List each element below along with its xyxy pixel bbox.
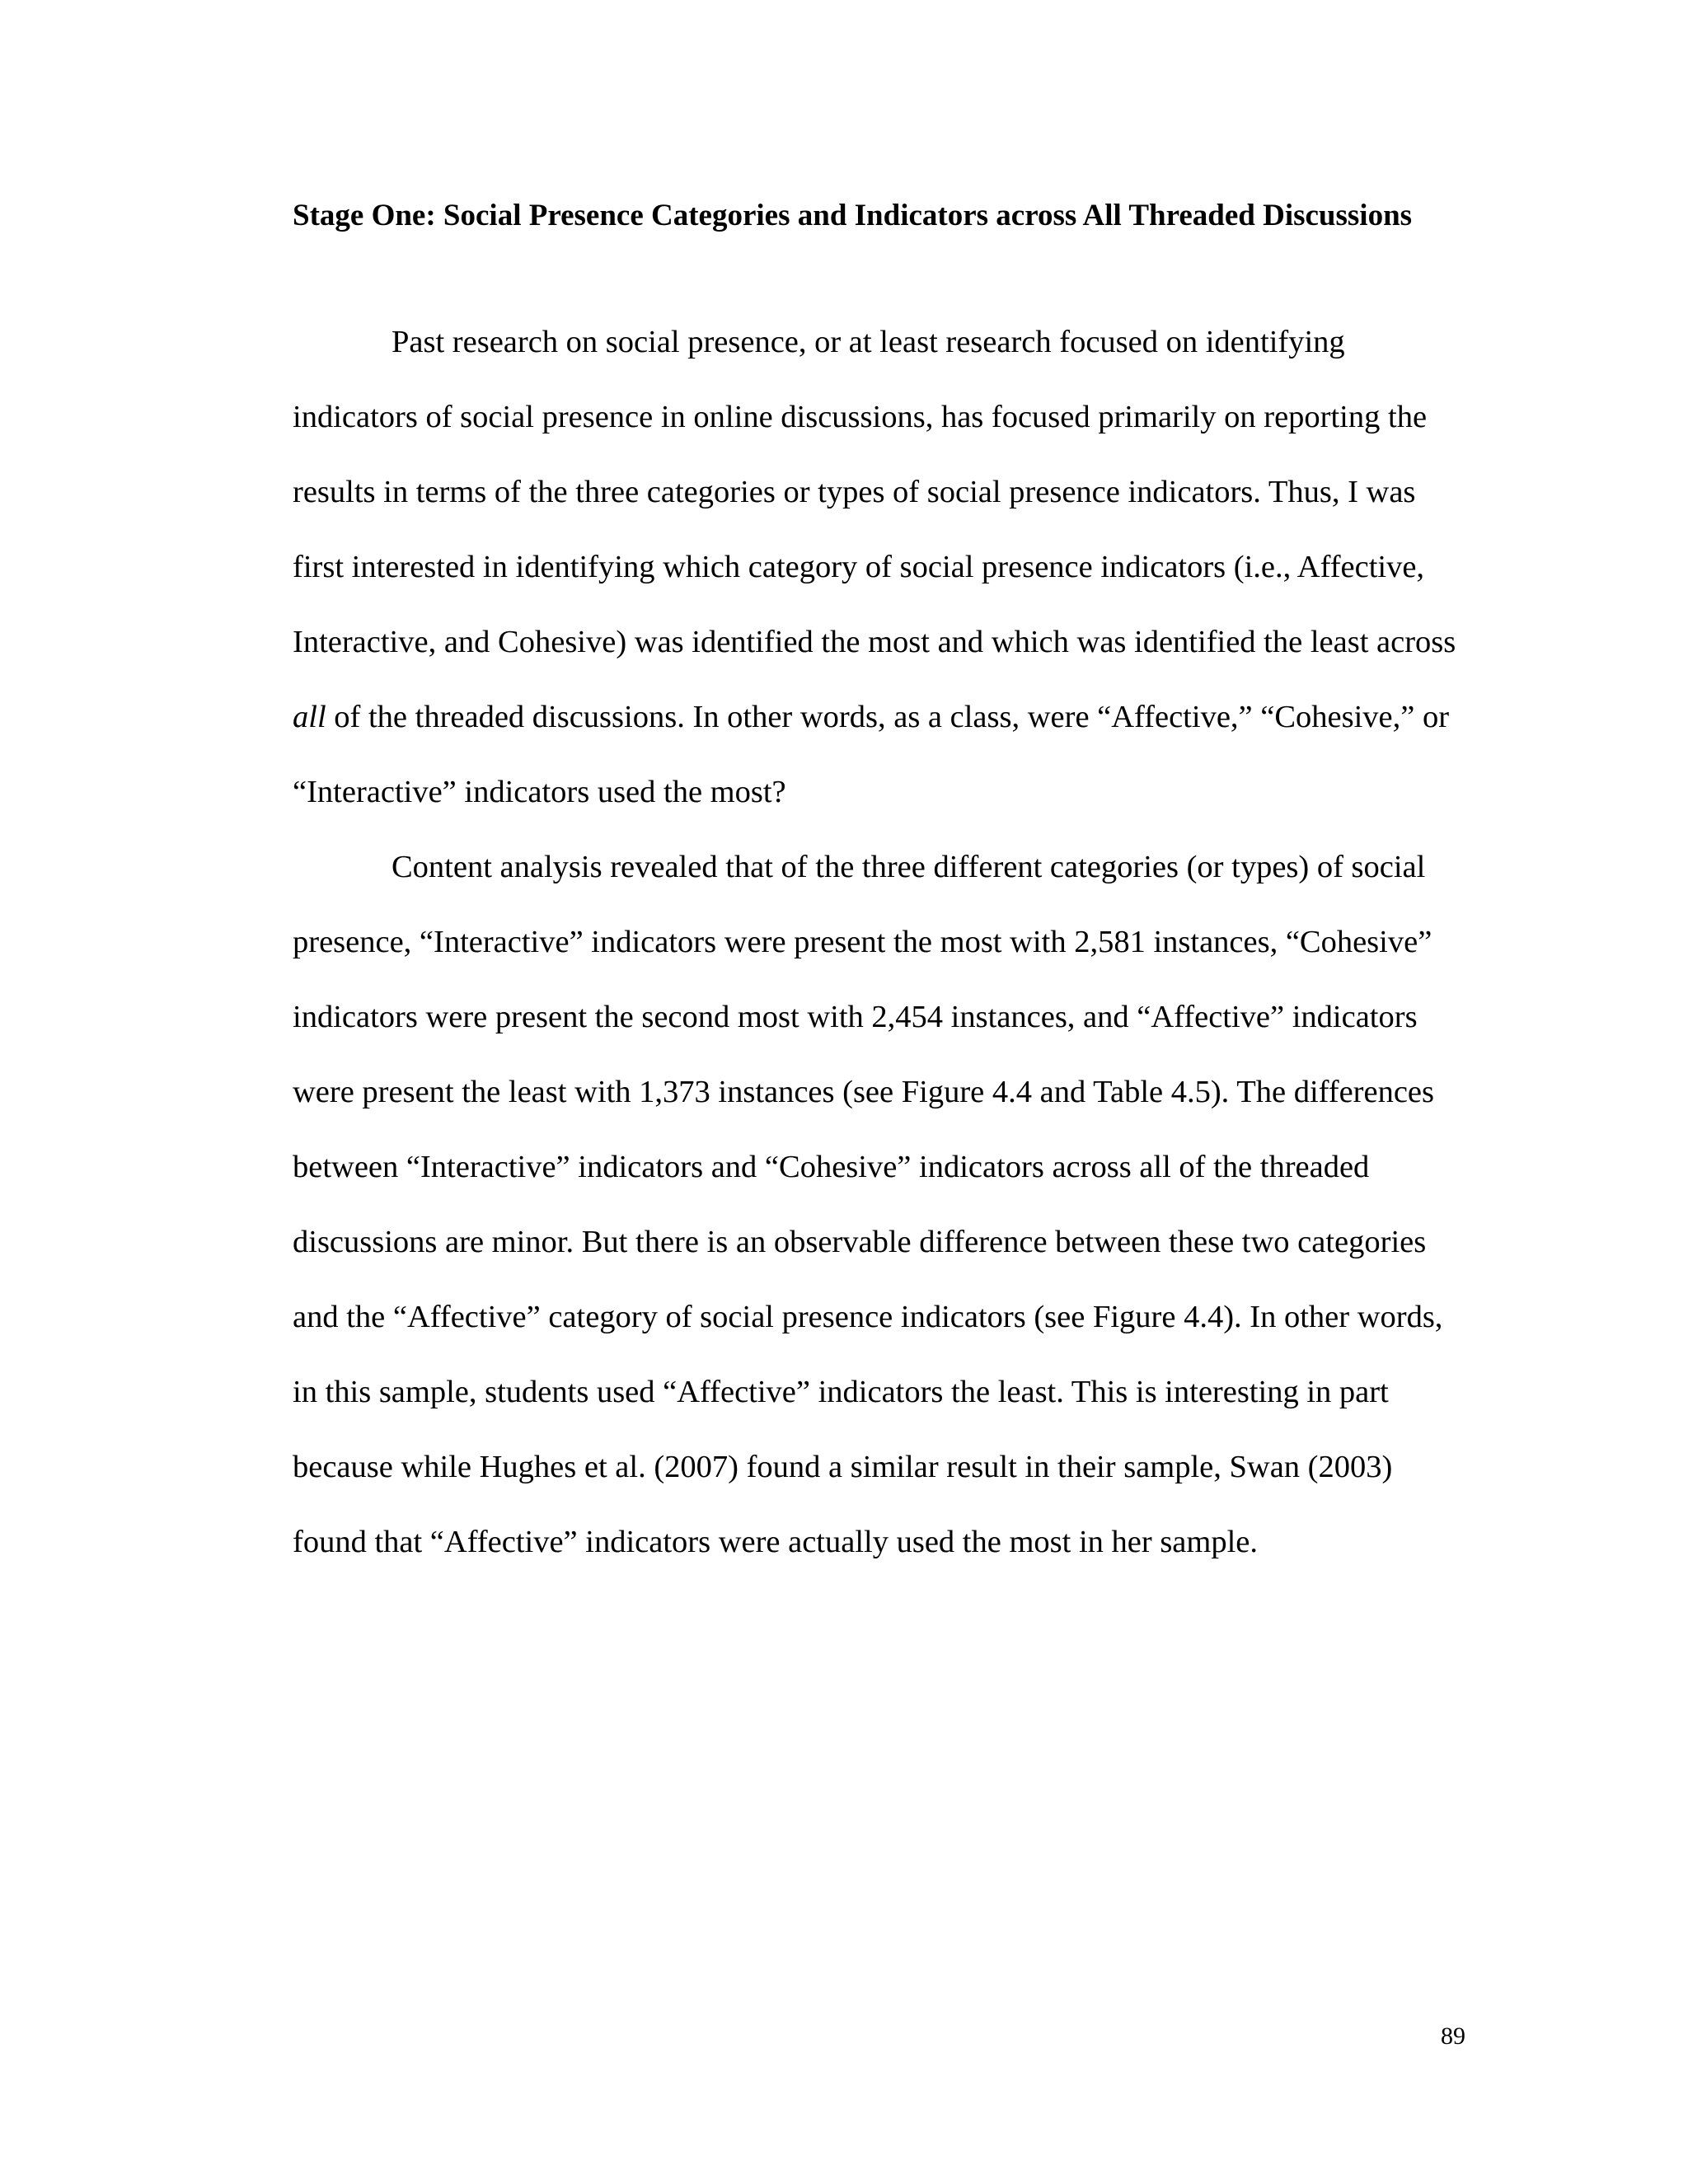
paragraph-1-text-a: Past research on social presence, or at least research focused on identifying indicators of social presence in online discussions, has focused primarily on reporting the results in terms of the three categories or types of social presence indicators. Thus, I was first interested in identifying which category of social presence indicators (i.e., Affective, Interactive, and Cohesive) was identified the most and which was identified the least across	[293, 325, 1456, 659]
paragraph-1-emphasis: all	[293, 700, 326, 734]
page-number: 89	[1441, 2022, 1465, 2050]
body-text	[293, 305, 1467, 1580]
paragraph-1-text-b: of the threaded discussions. In other words, as a class, were “Affective,” “Cohesive,” or “Interactive” indicators used the most?	[293, 700, 1450, 809]
paragraph-2: Content analysis revealed that of the three different categories (or types) of social presence, “Interactive” indicators were present the most with 2,581 instances, “Cohesive” indicators were present the second most with 2,454 instances, and “Affective” indicators were present the least with 1,373 instances (see Figure 4.4 and Table 4.5). The differences between “Interactive” indicators and “Cohesive” indicators across all of the threaded discussions are minor. But there is an observable difference between these two categories and the “Affective” category of social presence indicators (see Figure 4.4). In other words, in this sample, students used “Affective” indicators the least. This is interesting in part because while Hughes et al. (2007) found a similar result in their sample, Swan (2003) found that “Affective” indicators were actually used the most in her sample.	[293, 850, 1443, 1559]
section-heading: Stage One: Social Presence Categories and Indicators across All Threaded Discussions	[293, 199, 1413, 232]
paragraph-1	[293, 305, 1467, 830]
